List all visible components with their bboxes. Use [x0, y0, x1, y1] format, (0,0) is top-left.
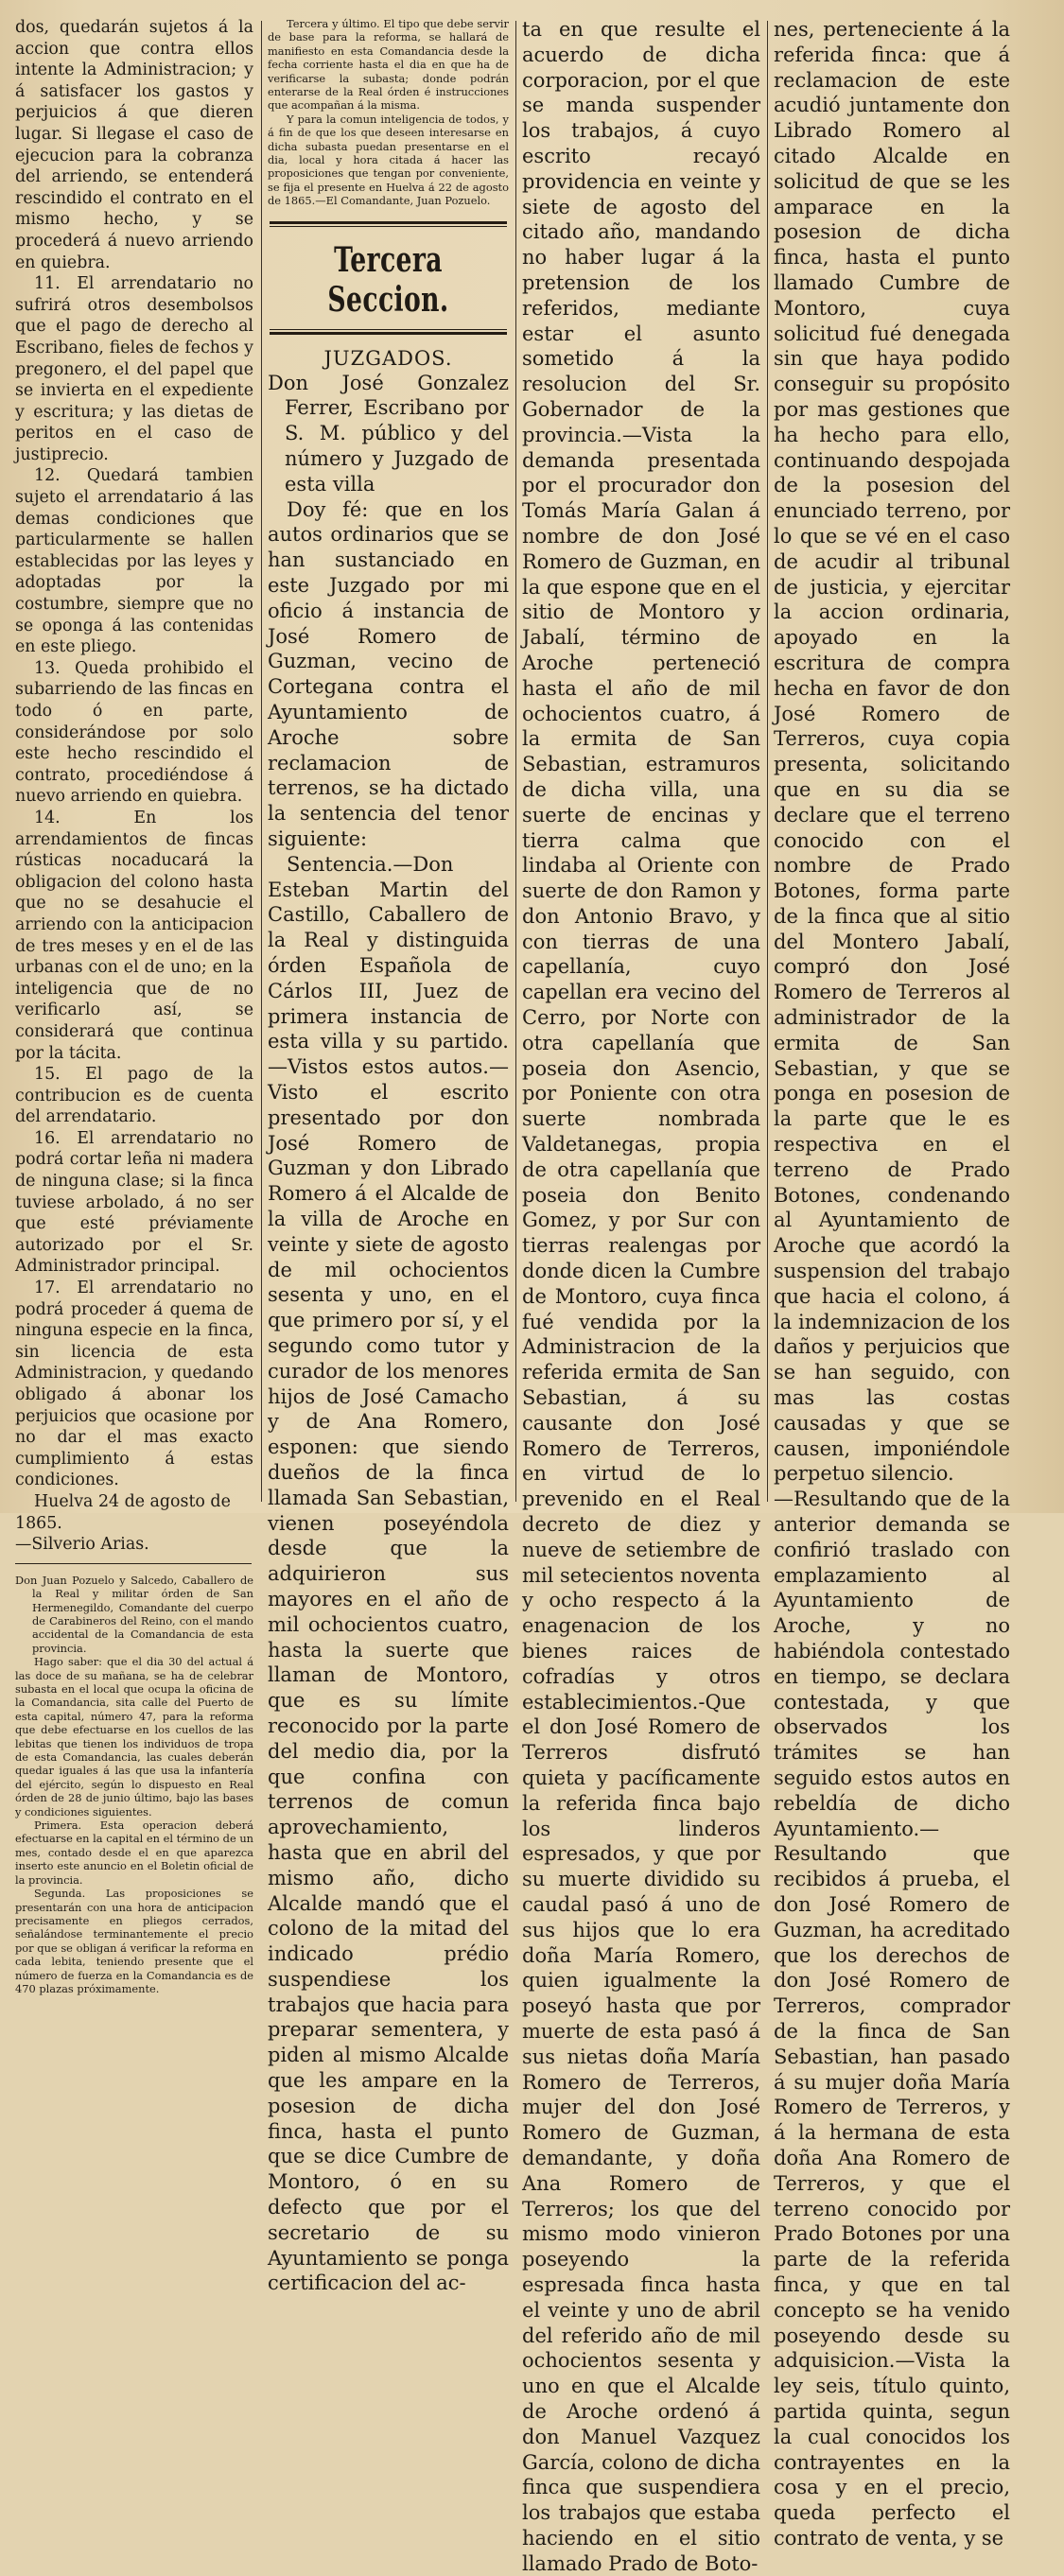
column-3 — [522, 17, 760, 2575]
column-1 — [15, 17, 253, 1995]
article-13: 13. Queda prohibido el subarriendo de las fincas en todo ó en parte, considerándose por solo este hecho rescindido el contrato, procediéndose á nuevo arriendo en quiebra. — [15, 658, 253, 807]
section-rule — [270, 329, 507, 330]
notice-paragraph: Y para la comun inteligencia de todos, y á fin de que los que deseen interesarse en dicha subasta puedan presentarse en el dia, local y hora citada á hacer las proposiciones que tengan por conveniente, se fija el presente en Huelva á 22 de agosto de 1865.—El Comandante, Juan Pozuelo. — [268, 112, 509, 208]
section-rule — [270, 226, 507, 227]
notice-paragraph: Tercera y último. El tipo que debe servir de base para la reforma, se hallará de manifiesto en esta Comandancia desde la fecha corriente hasta el dia en que ha de verificarse la subasta; donde podrán enterarse de la Real órden é instrucciones que acompañan á la misma. — [268, 17, 509, 113]
signature: —Silverio Arias. — [15, 1535, 149, 1555]
section-title: Tercera Seccion. — [327, 239, 449, 320]
paragraph: dos, quedarán sujetos á la accion que contra ellos intente la Administracion; y á satisfacer los gastos y perjuicios á que dieren lugar. Si llegase el caso de ejecucion para la cobranza del arriendo, se entenderá rescindido el contrato en el mismo hecho, y se procederá á nuevo arriendo en quiebra. — [15, 18, 253, 272]
escribano-heading: Don José Gonzalez Ferrer, Escribano por S. M. público y del número y Juzgado de esta villa — [268, 371, 509, 496]
article-15: 15. El pago de la contribucion es de cuenta del arrendatario. — [15, 1065, 253, 1127]
article-16: 16. El arrendatario no podrá cortar leña ni madera de ninguna clase; si la finca tuviese arbolado, á no ser que esté préviamente autorizado por el Sr. Administrador principal. — [15, 1128, 253, 1277]
section-rule — [270, 221, 507, 224]
notice-header: Don Juan Pozuelo y Salcedo, Caballero de la Real y militar órden de San Hermenegildo, Comandante del cuerpo de Carabineros del Reino, con el mando accidental de la Comandancia de esta provincia. — [15, 1573, 253, 1655]
notice-paragraph: Primera. Esta operacion deberá efectuarse en la capital en el término de un mes, contado desde el en que aparezca inserto este anuncio en el Boletin oficial de la provincia. — [15, 1819, 253, 1887]
date-line: Huelva 24 de agosto de 1865. — [15, 1491, 231, 1533]
column-2 — [268, 17, 509, 2295]
subsection-title: JUZGADOS. — [323, 346, 453, 370]
column-4 — [774, 17, 1010, 2550]
column-rule — [261, 21, 262, 1502]
article-11: 11. El arrendatario no sufrirá otros desembolsos que el pago de derecho al Escribano, fieles de fechos y pregonero, el del papel que se invierta en el expediente y escritura; y las dietas de peritos en el caso de justiprecio. — [15, 274, 253, 464]
notice-paragraph: Segunda. Las proposiciones se presentarán con una hora de anticipacion precisamente en pliegos cerrados, señalándose terminantemente el precio por que se obligan á verificar la reforma en cada lebita, teniendo presente que el número de fuerza en la Comandancia es de 470 plazas próximamente. — [15, 1887, 253, 1995]
article-14: 14. En los arrendamientos de fincas rústicas nocaducará la obligacion del colono hasta que no se desahucie el arriendo con la anticipacion de tres meses y en el de las urbanas con el de uno; en la inteligencia que de no verificarlo así, se considerará que continua por la tácita. — [15, 808, 253, 1063]
column-rule — [767, 21, 768, 1502]
divider — [15, 1563, 252, 1564]
article-17: 17. El arrendatario no podrá proceder á quema de ninguna especie en la finca, sin licencia de esta Administracion, y quedando obligado á abonar los perjuicios que ocasione por no dar el mas exacto cumplimiento á estas condiciones. — [15, 1279, 253, 1490]
paragraph: ta en que resulte el acuerdo de dicha corporacion, por el que se manda suspender los trabajos, á cuyo escrito recayó providencia en veinte y siete de agosto del citado año, mandando no haber lugar á la pretension de los referidos, mediante estar el asunto sometido á la resolucion del Sr. Gobernador de la provincia.—Vista la demanda presentada por el procurador don Tomás María Galan á nombre de don José Romero de Guzman, en la que espone que en el sitio de Montoro y Jabalí, término de Aroche perteneció hasta el año de mil ochocientos cuatro, á la ermita de San Sebastian, estramuros de dicha villa, una suerte de encinas y tierra calma que lindaba al Oriente con suerte de don Ramon y don Antonio Bravo, y con tierras de una capellanía, cuyo capellan era vecino del Cerro, por Norte con otra capellanía que poseia don Asencio, por Poniente con otra suerte nombrada Valdetanegas, propia de otra capellanía que poseia don Benito Gomez, y por Sur con tierras realengas por donde dicen la Cumbre de Montoro, cuya finca fué vendida por la Administracion de la referida ermita de San Sebastian, á su causante don José Romero de Terreros, en virtud de lo prevenido en el Real decreto de diez y nueve de setiembre de mil setecientos noventa y ocho respecto á la enagenacion de los bienes raices de cofradías y otros establecimientos.-Que el don José Romero de Terreros disfrutó quieta y pacíficamente la referida finca bajo los linderos espresados, y que por su muerte dividido su caudal pasó á uno de sus hijos que lo era doña María Romero, quien igualmente la poseyó hasta que por muerte de esta pasó á sus nietas doña María Romero de Terreros, mujer del don José Romero de Guzman, demandante, y doña Ana Romero de Terreros; los que del mismo modo vinieron poseyendo la espresada finca hasta el veinte y uno de abril del referido año de mil ochocientos sesenta y uno en que el Alcalde de Aroche ordenó á don Manuel Vazquez García, colono de dicha finca que suspendiera los trabajos que estaba haciendo en el sitio llamado Prado de Boto- — [522, 18, 760, 2575]
section-rule — [270, 332, 507, 335]
paragraph: —Resultando que de la anterior demanda se confirió traslado con emplazamiento al Ayuntamiento de Aroche, y no habiéndola contestado en tiempo, se declara contestada, y que observados los trámites se han seguido estos autos en rebeldía de dicho Ayuntamiento.— Resultando que recibidos á prueba, el don José Romero de Guzman, ha acreditado que los derechos de don José Romero de Terreros, comprador de la finca de San Sebastian, han pasado á su mujer doña María Romero de Terreros, y á la hermana de esta doña Ana Romero de Terreros, y que el terreno conocido por Prado Botones por una parte de la referida finca, y que en tal concepto se ha venido poseyendo desde su adquisicion.—Vista la ley seis, título quinto, partida quinta, segun la cual conocidos los contrayentes en la cosa y en el precio, queda perfecto el contrato de venta, y se — [774, 1488, 1010, 2550]
column-rule — [515, 21, 516, 1502]
notice-paragraph: Hago saber: que el dia 30 del actual á las doce de su mañana, se ha de celebrar subasta en el local que ocupa la oficina de la Comandancia, sita calle del Puerto de esta capital, número 47, para la reforma que debe efectuarse en los cuellos de las lebitas que tienen los individuos de tropa de esta Comandancia, las cuales deberán quedar iguales á las que usa la infantería del ejército, según lo dispuesto en Real órden de 28 de junio último, bajo las bases y condiciones siguientes. — [15, 1655, 253, 1819]
paragraph: nes, perteneciente á la referida finca: que á reclamacion de este acudió juntamente don Librado Romero al citado Alcalde en solicitud de que se les amparace en la posesion de dicha finca, hasta el punto llamado Cumbre de Montoro, cuya solicitud fué denegada sin que haya podido conseguir su propósito por mas gestiones que ha hecho para ello, continuando despojada de la posesion del enunciado terreno, por lo que se vé en el caso de acudir al tribunal de justicia, y ejercitar la accion ordinaria, apoyado en la escritura de compra hecha en favor de don José Romero de Terreros, cuya copia presenta, solicitando que en su dia se declare que el terreno conocido con el nombre de Prado Botones, forma parte de la finca que al sitio del Montero Jabalí, compró don José Romero de Terreros al administrador de la ermita de San Sebastian, y que se ponga en posesion de la parte que le es respectiva en el terreno de Prado Botones, condenando al Ayuntamiento de Aroche que acordó la suspension del trabajo que hacia el colono, á la indemnizacion de los daños y perjuicios que se han seguido, con mas las costas causadas y que se causen, imponiéndole perpetuo silencio. — [774, 18, 1010, 1486]
paragraph: Doy fé: que en los autos ordinarios que se han sustanciado en este Juzgado por mi oficio á instancia de José Romero de Guzman, vecino de Cortegana contra el Ayuntamiento de Aroche sobre reclamacion de terrenos, se ha dictado la sentencia del tenor siguiente: — [268, 497, 509, 851]
paragraph: Sentencia.—Don Esteban Martin del Castillo, Caballero de la Real y distinguida órden Española de Cárlos III, Juez de primera instancia de esta villa y su partido.—Vistos estos autos.—Visto el escrito presentado por don José Romero de Guzman y don Librado Romero á el Alcalde de la villa de Aroche en veinte y siete de agosto de mil ochocientos sesenta y uno, en el que primero por sí, y el segundo como tutor y curador de los menores hijos de José Camacho y de Ana Romero, esponen: que siendo dueños de la finca llamada San Sebastian, vienen poseyéndola desde que la adquirieron sus mayores en el año de mil ochocientos cuatro, hasta la suerte que llaman de Montoro, que es su límite reconocido por la parte del medio dia, por la que confina con terrenos de comun aprovechamiento, hasta que en abril del mismo año, dicho Alcalde mandó que el colono de la mitad del indicado prédio suspendiese los trabajos que hacia para preparar sementera, y piden al mismo Alcalde que les ampare en la posesion de dicha finca, hasta el punto que se dice Cumbre de Montoro, ó en su defecto que por el secretario de su Ayuntamiento se ponga certificacion del ac- — [268, 852, 509, 2295]
article-12: 12. Quedará tambien sujeto el arrendatario á las demas condiciones que particularmente se hallen establecidas por las leyes y adoptadas por la costumbre, siempre que no se oponga á las contenidas en este pliego. — [15, 466, 253, 657]
